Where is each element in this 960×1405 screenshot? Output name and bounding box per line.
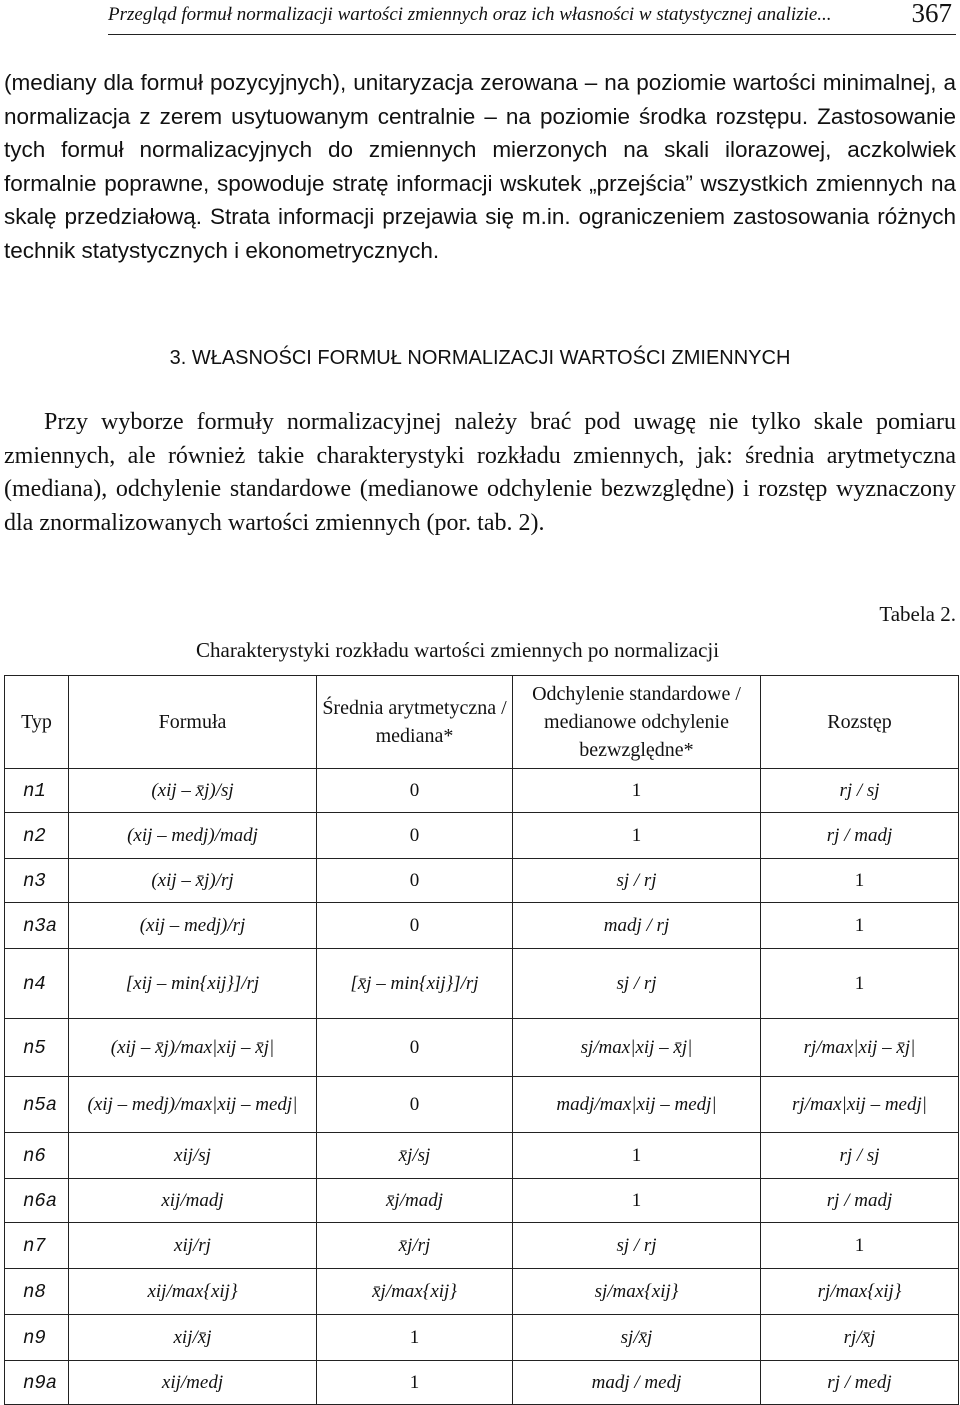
cell-formula: [xij – min{xij}]/rj — [69, 949, 317, 1019]
cell-formula: xij/rj — [69, 1223, 317, 1269]
table-row — [5, 1179, 959, 1223]
cell-typ: n3a — [5, 903, 69, 949]
cell-range: rj / sj — [761, 1133, 959, 1179]
cell-mean: [x̄j – min{xij}]/rj — [317, 949, 513, 1019]
page-number: 367 — [911, 0, 952, 28]
cell-mean: 1 — [317, 1315, 513, 1361]
cell-typ: n5 — [5, 1019, 69, 1077]
paragraph-2: Przy wyborze formuły normalizacyjnej należy brać pod uwagę nie tylko skale pomiaru zmiennych, ale również takie charakterystyki rozkładu zmiennych, jak: średnia arytmetyczna (mediana), odchylenie standardowe (medianowe odchylenie bezwzględne) i rozstęp wyznaczony dla znormalizowanych wartości zmiennych (por. tab. 2). — [4, 409, 956, 536]
cell-typ: n1 — [5, 769, 69, 813]
table-row — [5, 1077, 959, 1133]
cell-sd: sj / rj — [513, 1223, 761, 1269]
cell-sd: madj/max|xij – medj| — [513, 1077, 761, 1133]
cell-typ: n9 — [5, 1315, 69, 1361]
cell-sd: madj / rj — [513, 903, 761, 949]
cell-typ: n6a — [5, 1179, 69, 1223]
table-row — [5, 1361, 959, 1405]
table-row — [5, 1315, 959, 1361]
cell-sd: 1 — [513, 1133, 761, 1179]
cell-formula: xij/medj — [69, 1361, 317, 1405]
cell-range: 1 — [761, 859, 959, 903]
cell-mean: 0 — [317, 903, 513, 949]
header-typ: Typ — [5, 676, 69, 769]
table-row — [5, 949, 959, 1019]
cell-formula: (xij – x̄j)/max|xij – x̄j| — [69, 1019, 317, 1077]
cell-range: rj / sj — [761, 769, 959, 813]
table-header-row — [5, 676, 959, 769]
header-mean: Średnia arytmetyczna / mediana* — [317, 676, 513, 769]
table-row — [5, 1019, 959, 1077]
cell-mean: 1 — [317, 1361, 513, 1405]
cell-range: rj / medj — [761, 1361, 959, 1405]
cell-typ: n2 — [5, 813, 69, 859]
cell-mean: 0 — [317, 859, 513, 903]
cell-formula: (xij – medj)/madj — [69, 813, 317, 859]
cell-sd: sj/max{xij} — [513, 1269, 761, 1315]
cell-typ: n4 — [5, 949, 69, 1019]
cell-mean: 0 — [317, 1019, 513, 1077]
cell-mean: x̄j/sj — [317, 1133, 513, 1179]
cell-typ: n3 — [5, 859, 69, 903]
cell-formula: (xij – x̄j)/sj — [69, 769, 317, 813]
cell-formula: xij/x̄j — [69, 1315, 317, 1361]
cell-mean: x̄j/madj — [317, 1179, 513, 1223]
cell-range: rj/max|xij – x̄j| — [761, 1019, 959, 1077]
table-row — [5, 903, 959, 949]
table-row — [5, 1133, 959, 1179]
cell-mean: x̄j/max{xij} — [317, 1269, 513, 1315]
paragraph-1: (mediany dla formuł pozycyjnych), unitaryzacja zerowana – na poziomie wartości minimalnej, a normalizacja z zerem usytuowanym centralnie – na poziomie środka rozstępu. Zastosowanie tych formuł normalizacyjnych do zmiennych mierzonych na skali ilorazowej, aczkolwiek formalnie poprawne, spowoduje stratę informacji wskutek „przejścia” wszystkich zmiennych na skalę przedziałową. Strata informacji przejawia się m.in. ograniczeniem zastosowania różnych technik statystycznych i ekonometrycznych. — [4, 70, 956, 263]
cell-formula: xij/madj — [69, 1179, 317, 1223]
header-formula: Formuła — [69, 676, 317, 769]
section-title: 3. WŁASNOŚCI FORMUŁ NORMALIZACJI WARTOŚCI ZMIENNYCH — [169, 347, 791, 369]
cell-typ: n7 — [5, 1223, 69, 1269]
cell-sd: 1 — [513, 813, 761, 859]
cell-sd: sj / rj — [513, 859, 761, 903]
cell-range: rj/max{xij} — [761, 1269, 959, 1315]
cell-range: 1 — [761, 903, 959, 949]
cell-mean: 0 — [317, 813, 513, 859]
table-row — [5, 769, 959, 813]
table-label: Tabela 2. — [879, 602, 956, 626]
cell-range: rj / madj — [761, 813, 959, 859]
table-row — [5, 813, 959, 859]
cell-mean: 0 — [317, 1077, 513, 1133]
cell-formula: xij/sj — [69, 1133, 317, 1179]
header-sd: Odchylenie standardowe / medianowe odchylenie bezwzględne* — [513, 676, 761, 769]
cell-range: 1 — [761, 1223, 959, 1269]
cell-range: 1 — [761, 949, 959, 1019]
cell-typ: n5a — [5, 1077, 69, 1133]
header-range: Rozstęp — [761, 676, 959, 769]
cell-formula: (xij – x̄j)/rj — [69, 859, 317, 903]
cell-typ: n6 — [5, 1133, 69, 1179]
cell-typ: n8 — [5, 1269, 69, 1315]
cell-range: rj / madj — [761, 1179, 959, 1223]
cell-sd: 1 — [513, 769, 761, 813]
cell-formula: (xij – medj)/rj — [69, 903, 317, 949]
cell-sd: sj / rj — [513, 949, 761, 1019]
cell-range: rj/max|xij – medj| — [761, 1077, 959, 1133]
cell-formula: xij/max{xij} — [69, 1269, 317, 1315]
cell-mean: x̄j/rj — [317, 1223, 513, 1269]
normalization-table — [4, 675, 959, 1405]
cell-formula: (xij – medj)/max|xij – medj| — [69, 1077, 317, 1133]
running-title: Przegląd formuł normalizacji wartości zmiennych oraz ich własności w statystycznej analizie... — [108, 4, 832, 25]
cell-sd: sj/max|xij – x̄j| — [513, 1019, 761, 1077]
cell-sd: 1 — [513, 1179, 761, 1223]
cell-sd: madj / medj — [513, 1361, 761, 1405]
table-row — [5, 1223, 959, 1269]
cell-typ: n9a — [5, 1361, 69, 1405]
cell-range: rj/x̄j — [761, 1315, 959, 1361]
table-row — [5, 859, 959, 903]
table-caption: Charakterystyki rozkładu wartości zmiennych po normalizacji — [196, 638, 720, 662]
table-row — [5, 1269, 959, 1315]
table-body — [5, 769, 959, 1405]
cell-mean: 0 — [317, 769, 513, 813]
cell-sd: sj/x̄j — [513, 1315, 761, 1361]
running-header — [108, 0, 956, 35]
